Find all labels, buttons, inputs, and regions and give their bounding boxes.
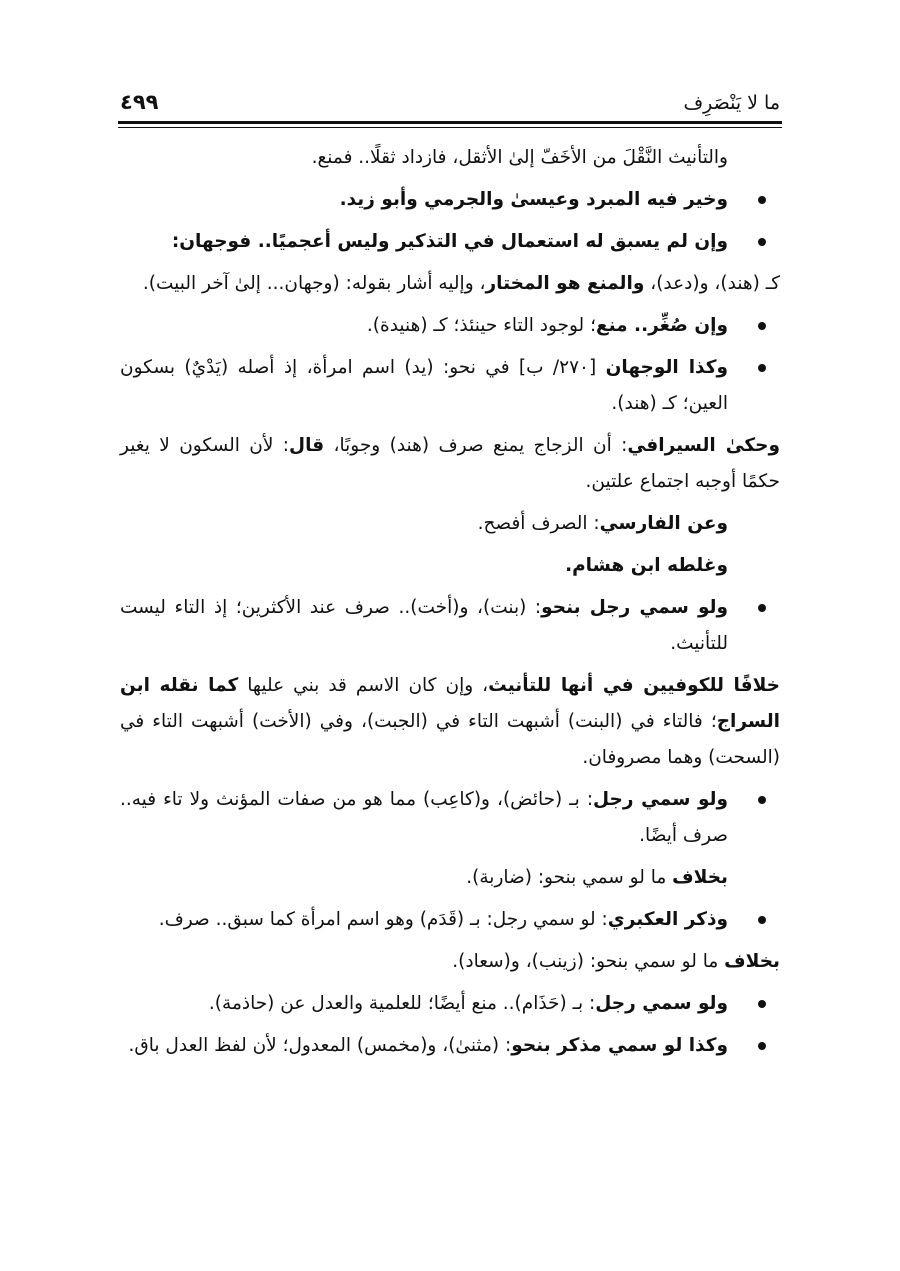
text: : بـ (حائض)، و(كاعِب) مما هو من صفات المؤنث ولا تاء فيه.. صرف أيضًا. [120,789,728,846]
bold-text: وحكىٰ السيرافي [627,435,781,456]
paragraph: والتأنيث النَّقْلَ من الأخَفّ إلىٰ الأثقل، فازداد ثقلًا.. فمنع. [311,147,728,168]
bullet-item [120,308,780,344]
bullet-icon [758,364,766,372]
bullet-icon [758,1000,766,1008]
text: : الصرف أفصح. [477,513,600,534]
header-rule-thick [118,121,782,124]
text: ، وإليه أشار بقوله: (وجهان... إلىٰ آخر البيت). [142,273,486,294]
text: ؛ فالتاء في (البنت) أشبهت التاء في (الجبت)، وفي (الأخت) أشبهت التاء في (السحت) وهما مصروفان. [120,711,780,768]
bold-text: وعن الفارسي [599,513,728,534]
paragraph [120,860,780,896]
text: كـ (هند)، و(دعد)، [644,273,780,294]
bullet-icon [758,238,766,246]
bullet-item [120,902,780,938]
text: ؛ لوجود التاء حينئذ؛ كـ (هنيدة). [366,315,596,336]
bullet-item [120,1028,780,1064]
page-body [120,140,780,1070]
text: : بـ (حَذَام).. منع أيضًا؛ للعلمية والعدل عن (حاذمة). [208,993,596,1014]
text: [٢٧٠/ ب] في نحو: (يد) اسم امرأة، إذ أصله (يَدْيٌ) بسكون العين؛ كـ (هند). [120,357,728,414]
text: : (بنت)، و(أخت).. صرف عند الأكثرين؛ إذ التاء ليست للتأنيث. [120,597,728,654]
text: ، وإن كان الاسم قد بني عليها [238,675,489,696]
bold-text: وذكر العكبري [607,909,728,930]
page-header [120,84,780,114]
bullet-item [120,224,780,260]
running-title: ما لا يَنْصَرِف [683,92,780,114]
bold-text: بخلاف [724,951,780,972]
bullet-icon [758,196,766,204]
bold-text: وخير فيه المبرد وعيسىٰ والجرمي وأبو زيد. [339,189,728,210]
bold-text: بخلاف [672,867,728,888]
bold-text: وإن لم يسبق له استعمال في التذكير وليس أعجميًا.. فوجهان: [171,231,728,252]
paragraph [120,506,780,542]
text: ما لو سمي بنحو: (ضاربة). [466,867,673,888]
text: : لأن السكون لا يغير حكمًا أوجبه اجتماع علتين. [120,435,780,492]
bullet-item [120,782,780,854]
text: ما لو سمي بنحو: (زينب)، و(سعاد). [452,951,725,972]
paragraph [120,266,780,302]
text: : لو سمي رجل: بـ (قَدَم) وهو اسم امرأة كما سبق.. صرف. [158,909,608,930]
bold-text: والمنع هو المختار [485,273,645,294]
bullet-icon [758,322,766,330]
bullet-icon [758,796,766,804]
paragraph [120,428,780,500]
page-number: ٤٩٩ [120,90,159,114]
header-rule-thin [118,127,782,128]
bold-text: قال [289,435,325,456]
bullet-item [120,986,780,1022]
bullet-item [120,350,780,422]
bold-text: وغلطه ابن هشام. [565,555,728,576]
bullet-item [120,182,780,218]
bold-text: كما نقله ابن السراج [120,675,780,732]
paragraph [120,944,780,980]
bold-text: وكذا الوجهان [605,357,728,378]
bullet-icon [758,1042,766,1050]
bullet-icon [758,916,766,924]
bold-text: ولو سمي رجل [593,789,728,810]
paragraph [120,548,780,584]
text: : (مثنىٰ)، و(مخمس) المعدول؛ لأن لفظ العدل باق. [128,1035,512,1056]
bold-text: ولو سمي رجل بنحو [541,597,728,618]
bullet-icon [758,604,766,612]
text: : أن الزجاج يمنع صرف (هند) وجوبًا، [324,435,628,456]
paragraph [120,668,780,776]
bold-text: ولو سمي رجل [595,993,728,1014]
bullet-item [120,590,780,662]
bold-text: وإن صُغِّر.. منع [595,315,728,336]
bold-text: خلافًا للكوفيين في أنها للتأنيث [488,675,780,696]
bold-text: وكذا لو سمي مذكر بنحو [511,1035,728,1056]
